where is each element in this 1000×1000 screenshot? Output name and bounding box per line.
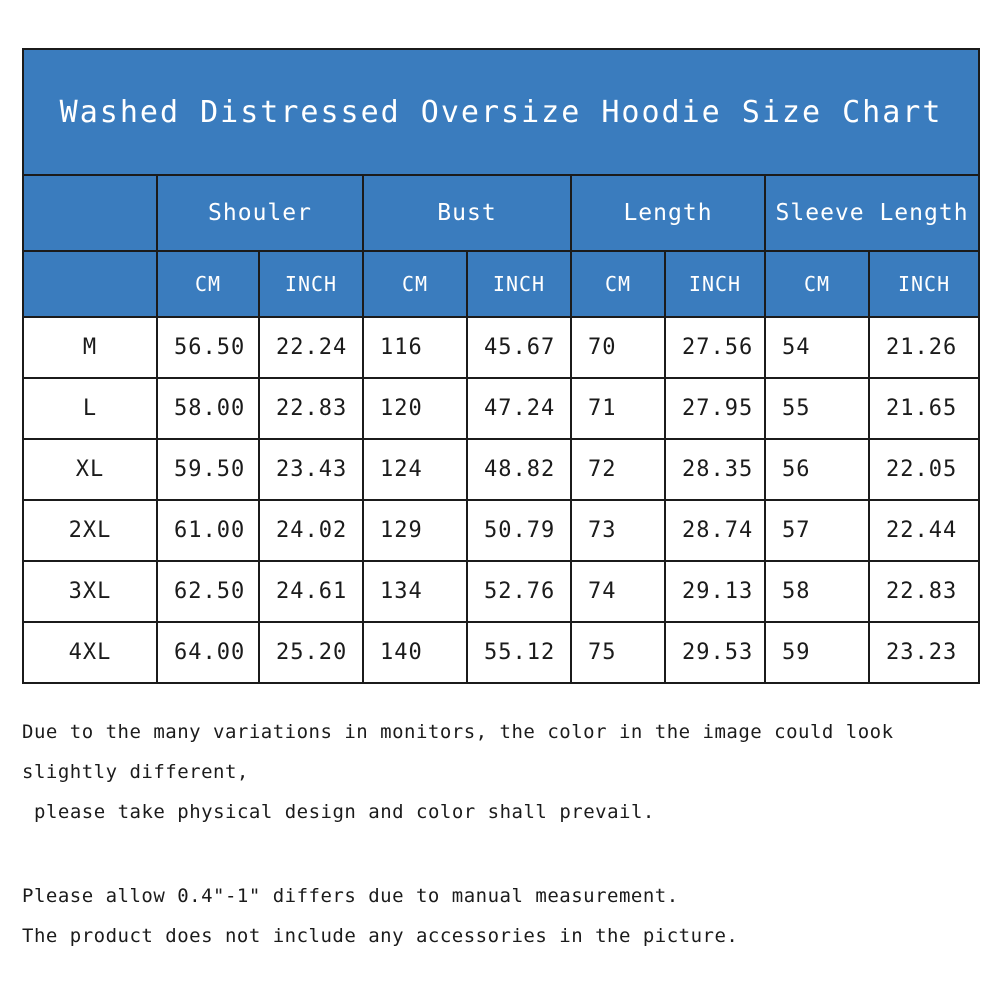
table-row — [23, 439, 979, 500]
note-accessories-excluded: The product does not include any accessories in the picture. — [22, 925, 739, 947]
note-color-variation-line-1: Due to the many variations in monitors, the color in the image could look slightly different, — [22, 721, 894, 783]
row-size-label: 4XL — [23, 622, 157, 683]
cell-shoulder-cm: 62.50 — [157, 561, 259, 622]
cell-sleeve-inch: 22.44 — [869, 500, 979, 561]
cell-shoulder-cm: 58.00 — [157, 378, 259, 439]
unit-header-sleeve-cm: CM — [765, 251, 869, 317]
table-title-row — [23, 49, 979, 175]
cell-length-inch: 29.13 — [665, 561, 765, 622]
cell-length-cm: 73 — [571, 500, 665, 561]
column-header-length: Length — [571, 175, 765, 251]
cell-sleeve-inch: 21.26 — [869, 317, 979, 378]
cell-sleeve-cm: 54 — [765, 317, 869, 378]
cell-length-cm: 72 — [571, 439, 665, 500]
size-chart-table — [22, 48, 980, 684]
cell-shoulder-inch: 22.83 — [259, 378, 363, 439]
cell-sleeve-inch: 21.65 — [869, 378, 979, 439]
cell-sleeve-inch: 23.23 — [869, 622, 979, 683]
unit-header-sleeve-inch: INCH — [869, 251, 979, 317]
table-row — [23, 622, 979, 683]
cell-sleeve-cm: 56 — [765, 439, 869, 500]
cell-bust-inch: 52.76 — [467, 561, 571, 622]
cell-sleeve-inch: 22.05 — [869, 439, 979, 500]
cell-length-inch: 28.74 — [665, 500, 765, 561]
page-title: Washed Distressed Oversize Hoodie Size Chart — [23, 49, 979, 175]
unit-header-shoulder-cm: CM — [157, 251, 259, 317]
row-size-label: 2XL — [23, 500, 157, 561]
cell-sleeve-cm: 59 — [765, 622, 869, 683]
row-size-label: M — [23, 317, 157, 378]
cell-sleeve-inch: 22.83 — [869, 561, 979, 622]
column-header-sleeve-length: Sleeve Length — [765, 175, 979, 251]
cell-shoulder-inch: 22.24 — [259, 317, 363, 378]
cell-bust-inch: 50.79 — [467, 500, 571, 561]
cell-bust-cm: 129 — [363, 500, 467, 561]
cell-bust-inch: 47.24 — [467, 378, 571, 439]
cell-length-cm: 70 — [571, 317, 665, 378]
cell-bust-cm: 120 — [363, 378, 467, 439]
note-measurement-tolerance: Please allow 0.4"-1" differs due to manual measurement. — [22, 885, 679, 907]
cell-length-cm: 75 — [571, 622, 665, 683]
cell-bust-inch: 55.12 — [467, 622, 571, 683]
unit-header-length-cm: CM — [571, 251, 665, 317]
cell-length-inch: 27.56 — [665, 317, 765, 378]
table-unit-header-row — [23, 251, 979, 317]
cell-shoulder-inch: 23.43 — [259, 439, 363, 500]
column-header-shoulder: Shouler — [157, 175, 363, 251]
cell-bust-cm: 124 — [363, 439, 467, 500]
cell-length-cm: 74 — [571, 561, 665, 622]
cell-shoulder-inch: 24.02 — [259, 500, 363, 561]
note-spacer — [22, 832, 982, 876]
cell-shoulder-cm: 61.00 — [157, 500, 259, 561]
cell-shoulder-inch: 25.20 — [259, 622, 363, 683]
cell-length-inch: 29.53 — [665, 622, 765, 683]
note-color-variation-line-2: please take physical design and color shall prevail. — [34, 801, 655, 823]
unit-header-bust-inch: INCH — [467, 251, 571, 317]
table-group-header-row — [23, 175, 979, 251]
cell-shoulder-cm: 56.50 — [157, 317, 259, 378]
table-row — [23, 561, 979, 622]
row-size-label: L — [23, 378, 157, 439]
disclaimer-notes — [22, 712, 982, 956]
cell-length-inch: 28.35 — [665, 439, 765, 500]
size-column-blank-cell — [23, 251, 157, 317]
corner-blank-cell — [23, 175, 157, 251]
cell-sleeve-cm: 57 — [765, 500, 869, 561]
cell-sleeve-cm: 55 — [765, 378, 869, 439]
cell-bust-inch: 48.82 — [467, 439, 571, 500]
cell-sleeve-cm: 58 — [765, 561, 869, 622]
column-header-bust: Bust — [363, 175, 571, 251]
unit-header-length-inch: INCH — [665, 251, 765, 317]
table-row — [23, 317, 979, 378]
unit-header-bust-cm: CM — [363, 251, 467, 317]
row-size-label: 3XL — [23, 561, 157, 622]
cell-shoulder-cm: 59.50 — [157, 439, 259, 500]
cell-shoulder-cm: 64.00 — [157, 622, 259, 683]
row-size-label: XL — [23, 439, 157, 500]
unit-header-shoulder-inch: INCH — [259, 251, 363, 317]
cell-length-cm: 71 — [571, 378, 665, 439]
table-row — [23, 500, 979, 561]
cell-bust-cm: 134 — [363, 561, 467, 622]
cell-bust-cm: 116 — [363, 317, 467, 378]
cell-shoulder-inch: 24.61 — [259, 561, 363, 622]
cell-length-inch: 27.95 — [665, 378, 765, 439]
table-row — [23, 378, 979, 439]
cell-bust-cm: 140 — [363, 622, 467, 683]
size-chart-container — [22, 48, 978, 684]
cell-bust-inch: 45.67 — [467, 317, 571, 378]
